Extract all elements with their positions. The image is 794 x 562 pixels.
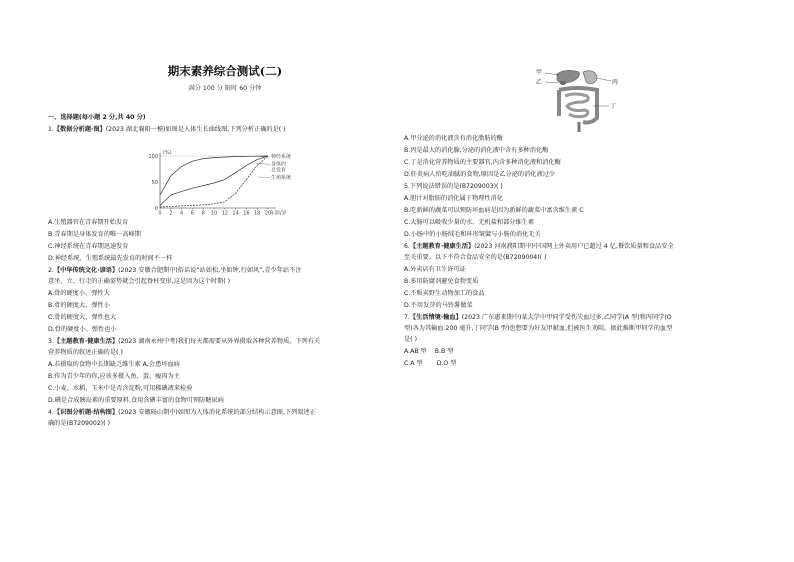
page-title: 期末素养综合测试(二) bbox=[167, 64, 283, 78]
q3-number: 3. bbox=[48, 338, 54, 345]
stomach-shape bbox=[583, 71, 597, 84]
x-tick-label: 10 bbox=[210, 210, 218, 216]
series-line-0 bbox=[160, 156, 268, 195]
q4-number: 4. bbox=[48, 409, 54, 416]
q3-text-line2: 营养物质的叙述正确的是( ) bbox=[48, 349, 123, 356]
q5-option-c: C.大肠可以吸收少量的水、无机盐和部分维生素 bbox=[404, 219, 535, 226]
q1-tag: 【数据分析题·图】 bbox=[53, 126, 106, 133]
q7-tag: 【生活情境·输血】 bbox=[409, 314, 462, 321]
q6-text-line2: 至关重要。以下不符合食品安全的是(B7209004)( ) bbox=[404, 254, 547, 261]
page-subtitle: 满分 100 分 限时 60 分钟 bbox=[188, 85, 262, 92]
q2-tag: 【中华传统文化·谚语】 bbox=[53, 267, 119, 274]
q3-option-b: B.作为青少年的你,应该多摄入鱼、蛋、瘦肉为主 bbox=[48, 373, 180, 380]
q5-option-d: D.小肠中的小肠绒毛和环形皱襞与小肠的消化无关 bbox=[404, 231, 541, 238]
question-6-stem bbox=[404, 242, 674, 251]
q2-text-line1: (2023 安徽合肥期中)俗话说“站如松,坐如钟,行如风”,青少年站不注 bbox=[118, 267, 302, 274]
q1-option-b: B.青春期是身体发育的唯一高峰期 bbox=[48, 231, 141, 238]
x-tick-label: 6 bbox=[190, 210, 194, 216]
label-line-yi bbox=[545, 82, 561, 83]
q6-option-c: C.不贩卖野生动物加工的食品 bbox=[404, 290, 485, 297]
q2-option-b: B.骨的硬度大、弹性小 bbox=[48, 302, 110, 309]
q2-text-line2: 意坐、立、行走的正确姿势就会引起脊柱变形,这是因为这个时期( ) bbox=[48, 278, 231, 285]
liver-shape bbox=[557, 70, 579, 82]
x-tick-label: 12 bbox=[221, 210, 228, 216]
section-heading: 一、选择题(每小题 2 分,共 40 分) bbox=[48, 114, 146, 121]
x-tick-label: 14 bbox=[232, 210, 239, 216]
q6-number: 6. bbox=[404, 243, 410, 250]
q7-option-a: A.AB 型 bbox=[404, 348, 427, 355]
q3-text-line1: (2023 湖南永州中考)我们每天都需要从外界摄取各种营养物质。下列有关 bbox=[118, 338, 321, 345]
question-7-stem bbox=[404, 313, 674, 322]
q7-options-row2 bbox=[404, 359, 674, 368]
q2-option-a: A.骨的硬度小、弹性大 bbox=[48, 290, 110, 297]
x-tick-label: 18 bbox=[254, 210, 261, 216]
chart-legend bbox=[256, 153, 291, 181]
legend-label-body-line2: 总发育 bbox=[271, 167, 287, 174]
question-2-stem bbox=[48, 266, 320, 275]
q6-option-a: A.外卖店有卫生许可证 bbox=[404, 266, 466, 273]
q7-option-c: C.A 型 bbox=[404, 360, 423, 367]
digestive-system-figure bbox=[535, 66, 625, 136]
q4-option-d: D.肝炎病人怕吃油腻的食物,原因是乙分泌的消化液过少 bbox=[404, 171, 556, 178]
label-line-bing bbox=[597, 78, 611, 81]
left-column-top bbox=[48, 113, 286, 134]
x-tick-label: 0 bbox=[158, 210, 162, 216]
left-column-body bbox=[48, 218, 320, 428]
x-axis-label: 年龄/岁 bbox=[270, 210, 287, 216]
figure-label-jia: 甲 bbox=[536, 69, 543, 76]
q7-option-d: D.O 型 bbox=[436, 360, 457, 367]
q4-text-line2: 确的是(B7209002)( ) bbox=[48, 420, 110, 427]
q1-option-d: D.神经系统、生殖系统最先发育的时间不一样 bbox=[48, 255, 173, 262]
y-axis-label: (%) bbox=[163, 150, 172, 156]
q7-number: 7. bbox=[404, 314, 410, 321]
legend-label-nervous: 神经系统 bbox=[271, 154, 292, 161]
figure-label-bing: 丙 bbox=[612, 79, 619, 86]
q3-option-a: A.若摄取的食物中长期缺乏维生素 A,会患坏血病 bbox=[48, 361, 180, 368]
q3-option-d: D.碘是合成胰岛素的重要原料,食用含碘丰富的食物可预防糖尿病 bbox=[48, 397, 224, 404]
q4-option-a: A.甲分泌的消化液含有消化脂肪的酶 bbox=[404, 135, 503, 142]
x-tick-label: 2 bbox=[169, 210, 173, 216]
q3-tag: 【主题教育·健康生活】 bbox=[53, 338, 119, 345]
right-column bbox=[404, 134, 674, 368]
q2-number: 2. bbox=[48, 267, 54, 274]
q5-option-a: A.胆汁对脂肪的消化属于物理性消化 bbox=[404, 195, 503, 202]
figure-label-ding: 丁 bbox=[610, 103, 617, 110]
x-tick-label: 16 bbox=[243, 210, 250, 216]
q7-text-line2: 型)各为其输血 200 毫升,丁同学(B 型)也想要为好友甲献血,但被医生劝阻。据此推断甲同学的血型 bbox=[404, 325, 673, 332]
q6-tag: 【主题教育·健康生活】 bbox=[409, 243, 475, 250]
q4-option-b: B.丙是最大的消化腺,分泌的消化液中含有多种消化酶 bbox=[404, 147, 549, 154]
q1-option-c: C.神经系统在青春期迅速发育 bbox=[48, 243, 129, 250]
q7-options-row1 bbox=[404, 347, 674, 356]
y-tick-label: 100 bbox=[148, 153, 158, 160]
figure-label-yi: 乙 bbox=[536, 79, 543, 86]
chart-axes bbox=[148, 150, 286, 216]
small-intestine-shape bbox=[565, 94, 588, 117]
x-tick-label: 8 bbox=[201, 210, 205, 216]
q4-option-c: C.丁是消化营养物质的主要器官,内含多种消化液和消化酶 bbox=[404, 159, 561, 166]
q7-option-b: B.B 型 bbox=[434, 348, 454, 355]
x-tick-label: 20 bbox=[264, 210, 272, 216]
question-4-stem bbox=[48, 408, 320, 417]
q5-option-b: B.吃新鲜的蔬菜可以预防坏血病是因为新鲜的蔬菜中富含维生素 C bbox=[404, 207, 584, 214]
q1-option-a: A.生殖器官在青春期开始发育 bbox=[48, 219, 129, 226]
question-3-stem bbox=[48, 337, 320, 346]
q1-text: (2023 湖北襄阳一模)如图是人体生长曲线图,下列分析正确的是( ) bbox=[105, 126, 286, 133]
series-line-1 bbox=[160, 156, 268, 205]
q6-option-b: B.多用防腐剂避免食物变质 bbox=[404, 278, 479, 285]
question-1-stem: 1.【数据分析题·图】(2023 湖北襄阳一模)如图是人体生长曲线图,下列分析正确的是( ) bbox=[48, 126, 286, 133]
q6-text-line1: (2023 河南濮阳期中)中国网上外卖用户已超过 4 亿,餐饮质量和食品安全 bbox=[474, 243, 674, 250]
growth-curve-chart bbox=[138, 148, 298, 216]
question-5-stem: 5.下列说法错误的是(B7209003)( ) bbox=[404, 183, 503, 190]
q2-option-d: D.骨的硬度小、弹性也小 bbox=[48, 326, 117, 333]
y-tick-label: 0 bbox=[154, 205, 158, 212]
q7-text-line1: (2023 广东惠来期中)某大学中甲同学受伤失血过多,乙同学(A 型)和丙同学(O bbox=[461, 314, 672, 321]
x-tick-label: 4 bbox=[180, 210, 184, 216]
q4-text-line1: (2023 安徽砀山期中)如图为人体消化系统的部分结构示意图,下列叙述正 bbox=[118, 409, 316, 416]
q6-option-d: D.不用发芽的马铃薯做菜 bbox=[404, 302, 473, 309]
q7-text-line3: 是( ) bbox=[404, 336, 417, 343]
legend-label-body-line1: 身体的 bbox=[271, 161, 287, 168]
legend-label-reproductive: 生殖系统 bbox=[271, 174, 292, 181]
legend-leader-2 bbox=[258, 177, 270, 178]
y-tick-label: 50 bbox=[151, 179, 158, 186]
series-line-2 bbox=[160, 156, 268, 207]
q2-option-c: C.骨的硬度大、弹性也大 bbox=[48, 314, 117, 321]
chart-series-group bbox=[160, 156, 268, 207]
q4-tag: 【识图分析题·结构图】 bbox=[53, 409, 119, 416]
q3-option-c: C.小麦、水稻、玉米中是否含淀粉,可用稀碘液来检验 bbox=[48, 385, 193, 392]
